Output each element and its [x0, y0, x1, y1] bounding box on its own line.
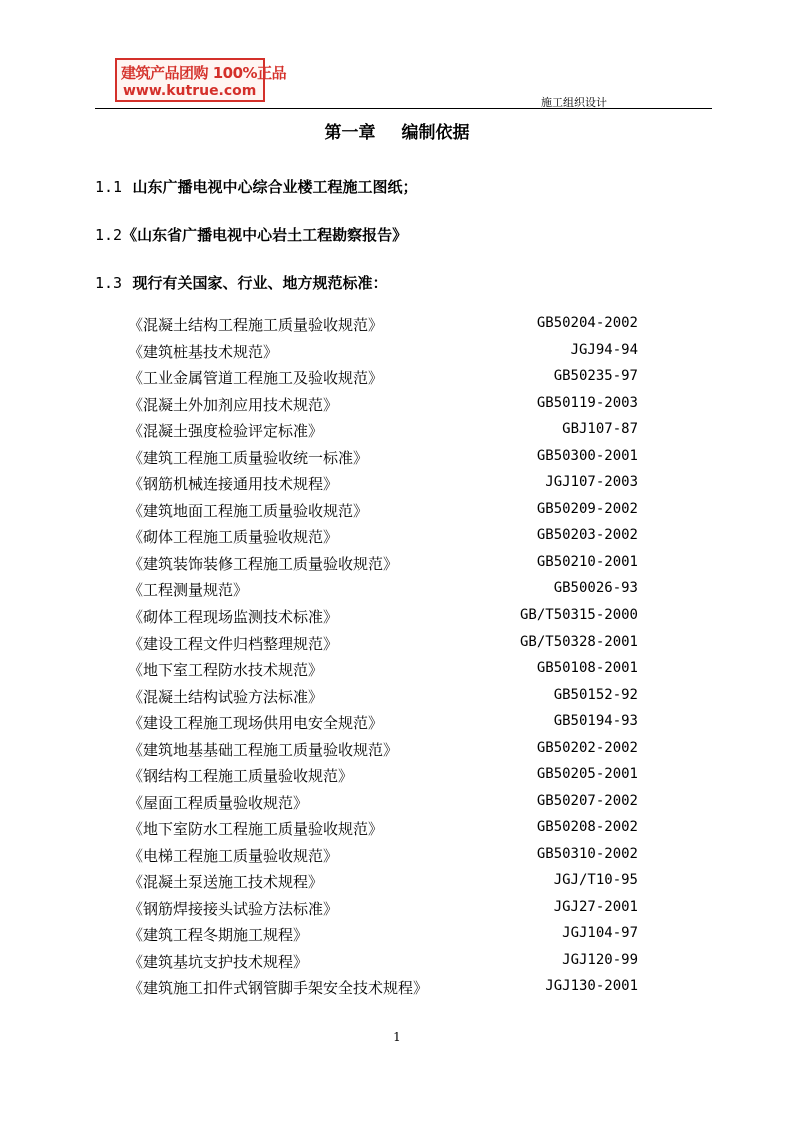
standard-name: 《建筑工程施工质量验收统一标准》: [128, 449, 369, 467]
standard-code: JGJ/T10-95: [553, 872, 638, 888]
standard-name: 《工程测量规范》: [128, 581, 249, 599]
section-number: 1.2: [95, 226, 123, 244]
standard-name: 《建筑地面工程施工质量验收规范》: [128, 502, 369, 520]
standard-code: GB50203-2002: [536, 527, 638, 543]
chapter-name: 编制依据: [401, 123, 470, 143]
section-1-1: [95, 176, 418, 197]
standard-name: 《建筑工程冬期施工规程》: [128, 926, 309, 944]
standard-code: GB50026-93: [553, 580, 638, 596]
standard-row: [128, 579, 638, 605]
standard-name: 《混凝土结构工程施工质量验收规范》: [128, 316, 384, 334]
section-1-3: [95, 272, 388, 293]
section-1-2: [95, 224, 407, 245]
standard-name: 《建设工程文件归档整理规范》: [128, 635, 339, 653]
standard-row: [128, 818, 638, 844]
standard-row: [128, 606, 638, 632]
standard-code: GB50152-92: [553, 687, 638, 703]
standard-name: 《工业金属管道工程施工及验收规范》: [128, 369, 384, 387]
standard-code: GB50235-97: [553, 368, 638, 384]
standard-row: [128, 341, 638, 367]
standard-code: GB50202-2002: [536, 740, 638, 756]
logo-slogan: 建筑产品团购 100%正品: [121, 64, 287, 82]
standard-code: GB/T50315-2000: [519, 607, 638, 623]
standard-code: GB50300-2001: [536, 448, 638, 464]
standard-code: GB50204-2002: [536, 315, 638, 331]
standard-code: GB50208-2002: [536, 819, 638, 835]
section-text: 现行有关国家、行业、地方规范标准：: [132, 274, 388, 292]
section-text: 《山东省广播电视中心岩土工程勘察报告》: [122, 226, 408, 244]
section-number: 1.1: [95, 178, 123, 196]
standard-code: GB50194-93: [553, 713, 638, 729]
standard-name: 《钢筋焊接接头试验方法标准》: [128, 900, 339, 918]
standard-name: 《钢结构工程施工质量验收规范》: [128, 767, 354, 785]
header-divider: [95, 108, 712, 109]
standard-row: [128, 473, 638, 499]
section-text: 山东广播电视中心综合业楼工程施工图纸；: [132, 178, 418, 196]
standard-row: [128, 792, 638, 818]
standard-name: 《混凝土泵送施工技术规程》: [128, 873, 324, 891]
standard-code: GB50310-2002: [536, 846, 638, 862]
logo-url: www.kutrue.com: [123, 83, 257, 99]
standard-name: 《砌体工程施工质量验收规范》: [128, 528, 339, 546]
standard-code: GB/T50328-2001: [519, 634, 638, 650]
standard-row: [128, 712, 638, 738]
standard-code: JGJ94-94: [570, 342, 638, 358]
standard-row: [128, 871, 638, 897]
standard-code: GB50209-2002: [536, 501, 638, 517]
standard-code: GB50108-2001: [536, 660, 638, 676]
standard-row: [128, 367, 638, 393]
standard-name: 《地下室防水工程施工质量验收规范》: [128, 820, 384, 838]
standard-name: 《砌体工程现场监测技术标准》: [128, 608, 339, 626]
standard-row: [128, 526, 638, 552]
section-number: 1.3: [95, 274, 123, 292]
page-number: 1: [393, 1030, 401, 1044]
standard-row: [128, 447, 638, 473]
standard-row: [128, 951, 638, 977]
header-label: 施工组织设计: [541, 96, 607, 109]
standard-code: GBJ107-87: [562, 421, 638, 437]
standard-code: GB50119-2003: [536, 395, 638, 411]
standard-name: 《建筑装饰装修工程施工质量验收规范》: [128, 555, 399, 573]
standard-row: [128, 686, 638, 712]
standard-code: JGJ107-2003: [545, 474, 638, 490]
standard-name: 《建筑基坑支护技术规程》: [128, 953, 309, 971]
kutrue-logo: [115, 58, 287, 102]
standard-name: 《地下室工程防水技术规范》: [128, 661, 324, 679]
standard-row: [128, 394, 638, 420]
standard-code: GB50207-2002: [536, 793, 638, 809]
standard-row: [128, 500, 638, 526]
chapter-title: [0, 118, 794, 143]
standard-row: [128, 314, 638, 340]
standard-code: JGJ104-97: [562, 925, 638, 941]
standard-name: 《钢筋机械连接通用技术规程》: [128, 475, 339, 493]
standard-row: [128, 420, 638, 446]
standard-row: [128, 659, 638, 685]
standard-name: 《建筑桩基技术规范》: [128, 343, 279, 361]
standard-code: GB50210-2001: [536, 554, 638, 570]
standard-code: GB50205-2001: [536, 766, 638, 782]
standard-name: 《混凝土强度检验评定标准》: [128, 422, 324, 440]
standard-code: JGJ27-2001: [553, 899, 638, 915]
standard-row: [128, 633, 638, 659]
chapter-number: 第一章: [324, 123, 376, 143]
standard-name: 《混凝土结构试验方法标准》: [128, 688, 324, 706]
standard-code: JGJ130-2001: [545, 978, 638, 994]
standard-row: [128, 553, 638, 579]
standard-name: 《建筑地基基础工程施工质量验收规范》: [128, 741, 399, 759]
standard-row: [128, 765, 638, 791]
standard-name: 《建设工程施工现场供用电安全规范》: [128, 714, 384, 732]
standard-row: [128, 845, 638, 871]
standard-name: 《电梯工程施工质量验收规范》: [128, 847, 339, 865]
standard-code: JGJ120-99: [562, 952, 638, 968]
standard-row: [128, 977, 638, 1003]
standard-row: [128, 924, 638, 950]
standard-name: 《混凝土外加剂应用技术规范》: [128, 396, 339, 414]
standard-name: 《建筑施工扣件式钢管脚手架安全技术规程》: [128, 979, 429, 997]
standard-row: [128, 898, 638, 924]
standard-row: [128, 739, 638, 765]
standard-name: 《屋面工程质量验收规范》: [128, 794, 309, 812]
